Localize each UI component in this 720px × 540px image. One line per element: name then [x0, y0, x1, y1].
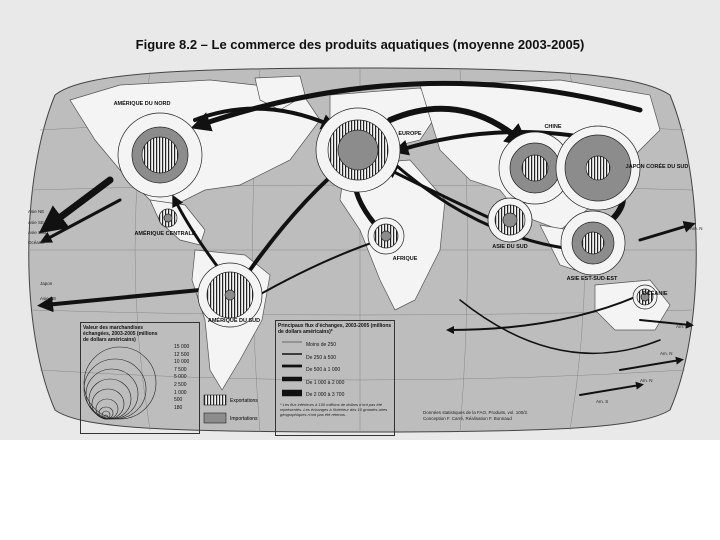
legend-imports-label: Importations [230, 416, 258, 422]
legend-flow-item: De 500 à 1 000 [306, 367, 341, 374]
legend-flow-item: De 250 à 500 [306, 354, 337, 361]
circle-oceanie [633, 285, 657, 309]
legend-value: 2 500 [174, 381, 187, 388]
area-label-am-s: Am. S [596, 399, 609, 404]
legend-values-title: Valeur des marchandises échangées, 2003-2005 (millions de dollars américains) [83, 325, 158, 343]
legend-value: 1 000 [174, 389, 187, 396]
circle-am-centrale [159, 209, 177, 227]
legend-value: 500 [174, 397, 183, 404]
area-label-am-n-2: Am. N [676, 324, 689, 329]
area-label-oceanie-w: Océanie [28, 240, 45, 245]
legend-value: 10 000 [174, 359, 190, 366]
legend-values-list [174, 344, 189, 412]
label-am-centrale: AMÉRIQUE CENTRALE [134, 231, 196, 237]
legend-value: 12 500 [174, 351, 190, 358]
label-japon: JAPON CORÉE DU SUD [625, 164, 689, 170]
label-chine: CHINE [544, 124, 562, 130]
source-credit: Données statistiques de la FAO, Produits, vol. 100/2. Conception F. Carré, Réalisation F. Bonnaud [423, 410, 529, 421]
circle-north-america [118, 113, 202, 197]
circle-europe [316, 108, 400, 192]
circle-afrique [368, 218, 404, 254]
legend-exports-label: Exportations [230, 398, 258, 404]
legend-value: 180 [174, 404, 183, 411]
circle-asie-sud [488, 198, 532, 242]
label-north-america: AMÉRIQUE DU NORD [113, 101, 171, 107]
legend-flows-title: Principaux flux d'échanges, 2003-2005 (millions de dollars américains)* [278, 323, 392, 335]
area-label-asie-ne-w: Asie NE [40, 296, 57, 301]
legend-value: 15 000 [174, 344, 190, 350]
label-afrique: AFRIQUE [392, 256, 418, 262]
legend-value: 5 000 [174, 374, 187, 381]
area-label-asie-se: Asie SE [28, 220, 45, 225]
area-label-asie-ne: Asie NE [28, 209, 45, 214]
label-asie-est: ASIE EST-SUD-EST [566, 276, 618, 282]
label-europe: EUROPE [398, 131, 422, 137]
area-label-am-n-1: Am. N [690, 226, 703, 231]
legend-flows-note: * Les flux inférieurs à 100 millions de dollars n'ont pas été représentés. Les échanges à l'intérieur des 10 grandes aires géographiques n'ont pas été retenus. [280, 402, 388, 417]
label-oceanie: OCÉANIE [642, 291, 668, 297]
area-label-am-n-4: Am. N [640, 378, 653, 383]
circle-asie-est [561, 211, 625, 275]
legend-value: 7 500 [174, 366, 187, 373]
label-am-sud: AMÉRIQUE DU SUD [207, 318, 261, 324]
legend-flows-list [306, 339, 344, 402]
label-asie-sud: ASIE DU SUD [492, 244, 528, 250]
area-label-asie-sud: Asie Sud [28, 230, 47, 235]
figure-title: Figure 8.2 – Le commerce des produits aquatiques (moyenne 2003-2005) [135, 37, 585, 52]
legend-flow-item: Moins de 250 [306, 342, 337, 348]
area-label-am-n-3: Am. N [660, 351, 673, 356]
legend-flow-item: De 2 000 à 3 700 [306, 392, 345, 399]
area-label-japon-w: Japon [40, 281, 53, 286]
legend-flow-item: De 1 000 à 2 000 [306, 379, 345, 386]
